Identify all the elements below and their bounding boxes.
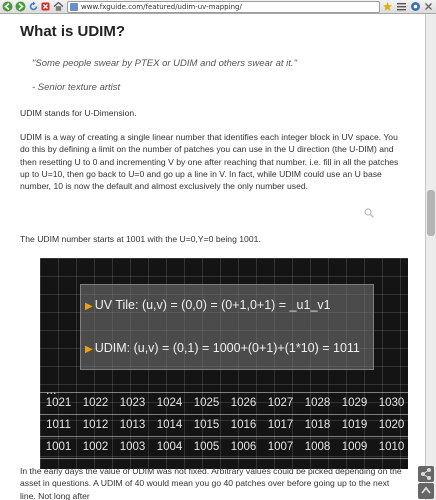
zoom-icon[interactable]: [364, 203, 374, 213]
quote-attribution: - Senior texture artist: [32, 82, 121, 93]
udim-cell: 1002: [82, 441, 109, 453]
udim-diagram: [40, 258, 408, 469]
ellipsis: ...: [46, 384, 57, 397]
udim-cell: 1022: [82, 397, 109, 409]
paragraph-udim-history: In the early days the value of UDIM was not fixed. Arbitrary values could be picked depending on the asset in questions. A UDIM of 40 would mean you go 40 patches over before going up to the next line. Not long after: [20, 466, 402, 500]
udim-cell: 1004: [156, 441, 183, 453]
udim-cell: 1017: [267, 419, 294, 431]
udim-cell: 1006: [230, 441, 257, 453]
udim-cell: 1015: [193, 419, 220, 431]
browser-toolbar: [0, 0, 436, 14]
formula-overlay: [80, 284, 374, 370]
udim-cell: 1016: [230, 419, 257, 431]
udim-cell: 1019: [341, 419, 368, 431]
udim-formula: [85, 341, 360, 355]
grid-line: [40, 458, 408, 459]
udim-cell: 1012: [82, 419, 109, 431]
uv-tile-formula: [85, 298, 331, 312]
udim-cell: 1014: [156, 419, 183, 431]
stop-icon[interactable]: [40, 1, 51, 12]
back-icon[interactable]: [2, 1, 13, 12]
udim-cell: 1020: [378, 419, 405, 431]
udim-cell: 1026: [230, 397, 257, 409]
paragraph-udim-definition: UDIM is a way of creating a single linear number that identifies each integer block in UV space. You do this by defining a limit on the number of patches you can use in the U direction (the U-DIM) and then resetting U to 0 and incrementing V by one after reaching that number. i.e. fill in all the patches up to U=10, then go back to U=0 and go up a line in V. In fact, while UDIM could use an U base number, 10 is now the default and almost exclusively the only number used.: [20, 132, 399, 192]
forward-icon[interactable]: [15, 1, 26, 12]
reload-icon[interactable]: [28, 1, 39, 12]
site-favicon-icon: [70, 3, 78, 11]
udim-cell: 1024: [156, 397, 183, 409]
scroll-to-top-button[interactable]: [418, 483, 434, 499]
uv-tile-text: UV Tile: (u,v) = (0,0) = (0+1,0+1) = _u1_v1: [94, 298, 331, 312]
pull-quote: "Some people swear by PTEX or UDIM and others swear at it.": [32, 58, 297, 69]
bookmark-icon[interactable]: [382, 1, 393, 12]
bullet-arrow-icon: ▶: [85, 301, 93, 312]
udim-cell: 1010: [378, 441, 405, 453]
udim-cell: 1001: [45, 441, 72, 453]
home-icon[interactable]: [53, 1, 64, 12]
address-bar[interactable]: [67, 1, 380, 13]
article: [0, 14, 424, 500]
social-share-button[interactable]: [418, 466, 434, 482]
arrow-up-icon: [418, 483, 434, 499]
udim-cell: 1018: [304, 419, 331, 431]
udim-cell: 1028: [304, 397, 331, 409]
paragraph-udim-stands: UDIM stands for U-Dimension.: [20, 108, 137, 118]
udim-cell: 1005: [193, 441, 220, 453]
udim-cell: 1008: [304, 441, 331, 453]
share-icon: [418, 466, 434, 482]
udim-cell: 1007: [267, 441, 294, 453]
paragraph-udim-start: The UDIM number starts at 1001 with the U=0,Y=0 being 1001.: [20, 234, 261, 244]
url-text[interactable]: www.fxguide.com/featured/udim-uv-mapping/: [81, 3, 242, 11]
udim-cell: 1021: [45, 397, 72, 409]
udim-cell: 1023: [119, 397, 146, 409]
udim-cell: 1009: [341, 441, 368, 453]
share-icon[interactable]: [419, 4, 434, 13]
udim-cell: 1030: [378, 397, 405, 409]
udim-cell: 1027: [267, 397, 294, 409]
page-title: What is UDIM?: [20, 23, 125, 40]
bullet-arrow-icon: ▶: [85, 344, 93, 355]
udim-text: UDIM: (u,v) = (0,1) = 1000+(0+1)+(1*10) = 1011: [94, 341, 360, 355]
scrollbar-thumb[interactable]: [427, 190, 435, 236]
udim-cell: 1013: [119, 419, 146, 431]
udim-cell: 1003: [119, 441, 146, 453]
udim-cell: 1011: [46, 419, 71, 431]
tools-icon[interactable]: [396, 1, 407, 12]
vertical-scrollbar[interactable]: [425, 14, 436, 500]
udim-cell: 1025: [193, 397, 220, 409]
udim-cell: 1029: [341, 397, 368, 409]
